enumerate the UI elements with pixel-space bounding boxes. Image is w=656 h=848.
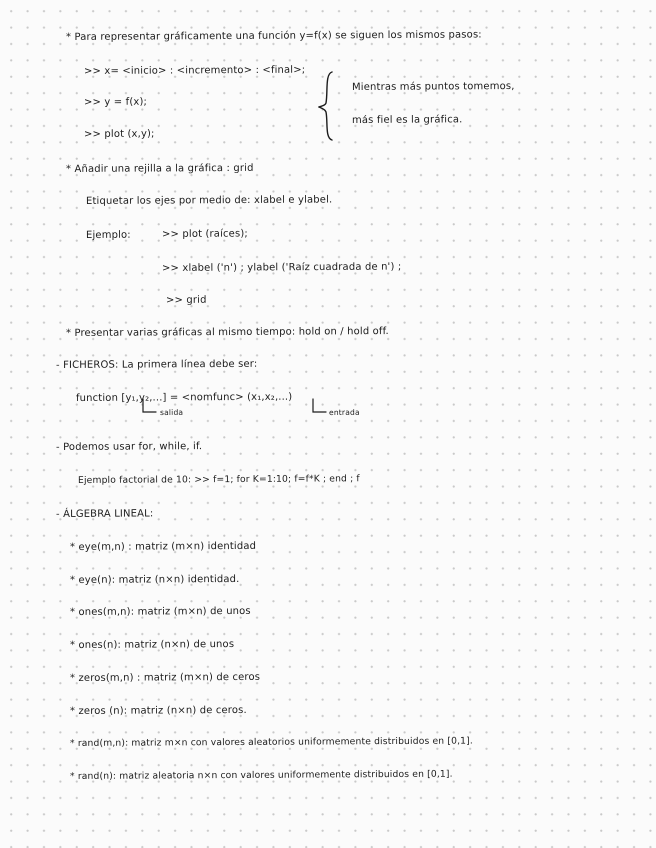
note-line-labels: Etiquetar los ejes por medio de: xlabel e ylabel.: [85, 194, 333, 207]
note-line-plot-function-intro: * Para representar gráficamente una función y=f(x) se siguen los mismos pasos:: [65, 29, 482, 43]
note-brace-text-2: más fiel es la gráfica.: [351, 114, 463, 126]
note-label-entrada: entrada: [328, 407, 360, 417]
note-line-rand-n: * rand(n): matriz aleatoria n×n con valores uniformemente distribuidos en [0,1].: [69, 768, 453, 782]
note-example-label: Ejemplo:: [85, 229, 131, 241]
note-heading-algebra: - ÁLGEBRA LINEAL:: [55, 508, 154, 520]
note-line-y-fx: >> y = f(x);: [83, 96, 148, 108]
note-label-salida: salida: [159, 407, 184, 417]
note-line-eye-n: * eye(n): matriz (n×n) identidad.: [69, 573, 240, 586]
note-example-xlabel: >> xlabel ('n') ; ylabel ('Raíz cuadrada de n') ;: [161, 261, 402, 274]
note-line-hold: * Presentar varias gráficas al mismo tiempo: hold on / hold off.: [65, 326, 389, 339]
note-line-x-range: >> x= <inicio> : <incremento> : <final>;: [83, 64, 306, 77]
note-line-plot-xy: >> plot (x,y);: [83, 128, 155, 140]
note-line-function-signature: function [y₁,y₂,...] = <nomfunc> (x₁,x₂,...): [75, 391, 293, 404]
note-line-loops: - Podemos usar for, while, if.: [55, 441, 203, 453]
note-line-ones-n: * ones(n): matriz (n×n) de unos: [69, 638, 235, 651]
note-line-zeros-n: * zeros (n): matriz (n×n) de ceros.: [69, 704, 247, 717]
curly-brace-icon: [318, 70, 342, 142]
note-line-zeros-mn: * zeros(m,n) : matriz (m×n) de ceros: [69, 671, 261, 684]
note-example-plot: >> plot (raíces);: [161, 228, 248, 240]
note-example-grid: >> grid: [165, 294, 207, 306]
note-line-rand-mn: * rand(m,n): matriz m×n con valores aleatorios uniformemente distribuidos en [0,1].: [69, 735, 473, 749]
note-line-eye-mn: * eye(m,n) : matriz (m×n) identidad: [69, 540, 257, 553]
note-heading-ficheros: - FICHEROS: La primera línea debe ser:: [55, 358, 258, 371]
note-line-factorial-example: Ejemplo factorial de 10: >> f=1; for K=1:10; f=f*K ; end ; f: [77, 473, 360, 486]
note-line-ones-mn: * ones(m,n): matriz (m×n) de unos: [69, 605, 251, 618]
note-line-grid: * Añadir una rejilla a la gráfica : grid: [65, 162, 254, 175]
note-brace-text-1: Mientras más puntos tomemos,: [351, 81, 515, 93]
